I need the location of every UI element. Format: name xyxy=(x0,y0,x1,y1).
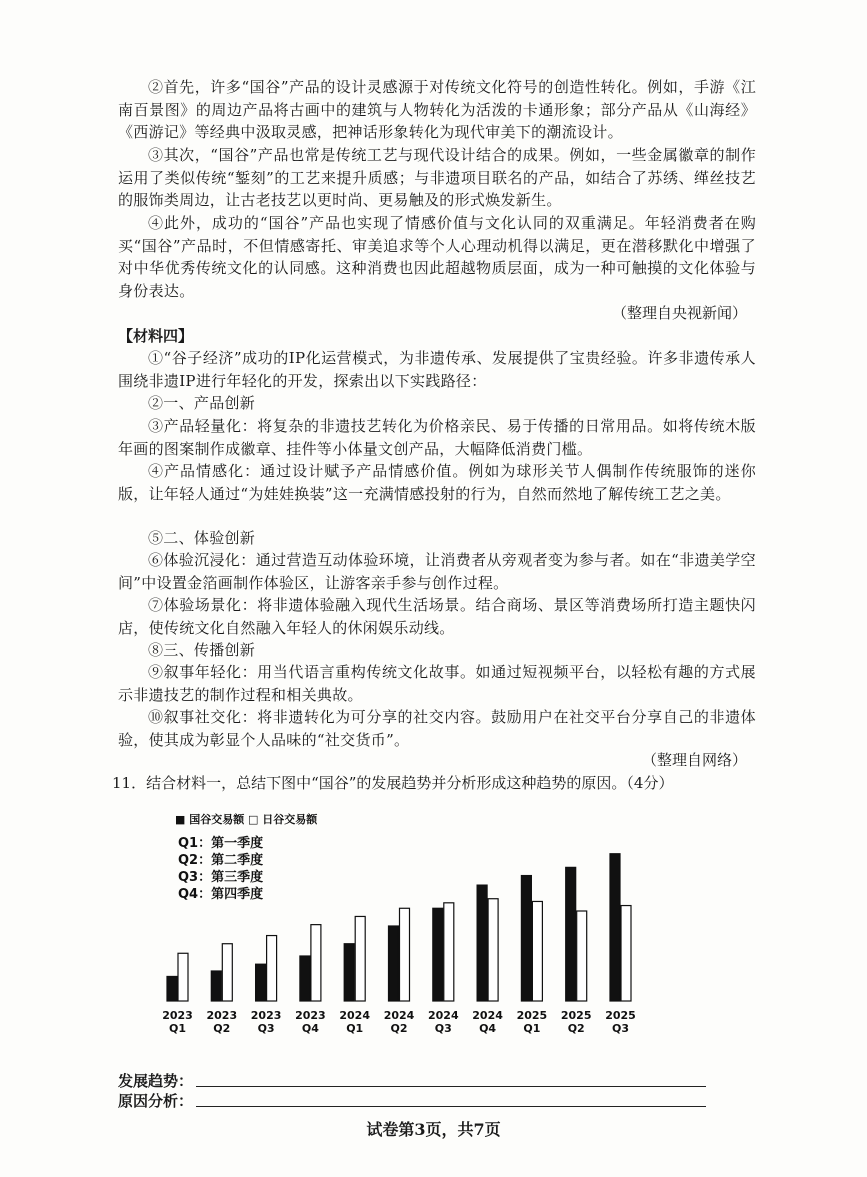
legend-note: Q1：第一季度 xyxy=(178,836,264,851)
m4-paragraph-6: ⑥体验沉浸化：通过营造互动体验环境，让消费者从旁观者变为参与者。如在“非遗美学空间”中设置金箔画制作体验区，让游客亲手参与创作过程。 xyxy=(118,551,756,592)
x-tick-year: 2024 xyxy=(383,1009,415,1022)
bar-rigu xyxy=(178,953,188,1001)
bar-rigu xyxy=(532,901,542,1001)
legend-note: Q4：第四季度 xyxy=(178,887,264,902)
x-tick-year: 2025 xyxy=(605,1009,636,1022)
bar-guogu xyxy=(344,944,354,1001)
bar-rigu xyxy=(577,911,587,1001)
x-tick-year: 2025 xyxy=(560,1009,592,1022)
reason-answer-line[interactable] xyxy=(196,1106,706,1107)
bar-guogu xyxy=(256,964,266,1001)
bar-guogu xyxy=(389,926,399,1001)
x-tick-quarter: Q2 xyxy=(390,1022,408,1035)
x-tick-quarter: Q2 xyxy=(567,1022,585,1035)
m4-paragraph-5: ⑤二、体验创新 xyxy=(148,529,256,547)
paragraph-3: ③其次，“国谷”产品也常是传统工艺与现代设计结合的成果。例如，一些金属徽章的制作运用了类似传统“錾刻”的工艺来提升质感；与非遗项目联名的产品，如结合了苏绣、缂丝技艺的服饰类周边，让古老技艺以更时尚、更易触及的形式焕发新生。 xyxy=(118,146,756,209)
m4-paragraph-2: ②一、产品创新 xyxy=(148,394,256,412)
trend-label: 发展趋势： xyxy=(118,1072,194,1090)
m4-paragraph-10: ⑩叙事社交化：将非遗转化为可分享的社交内容。鼓励用户在社交平台分享自己的非遗体验，使其成为彰显个人品味的“社交货币”。 xyxy=(118,708,756,749)
paragraph-2: ②首先，许多“国谷”产品的设计灵感源于对传统文化符号的创造性转化。例如，手游《江南百景图》的周边产品将古画中的建筑与人物转化为活泼的卡通形象；部分产品从《山海经》《西游记》等经典中汲取灵感，把神话形象转化为现代审美下的潮流设计。 xyxy=(118,78,756,141)
bar-guogu xyxy=(521,876,531,1001)
m4-paragraph-1: ①“谷子经济”成功的IP化运营模式，为非遗传承、发展提供了宝贵经验。许多非遗传承人围绕非遗IP进行年轻化的开发，探索出以下实践路径： xyxy=(118,349,756,390)
x-tick-quarter: Q1 xyxy=(346,1022,364,1035)
reason-label: 原因分析： xyxy=(118,1092,194,1110)
bar-rigu xyxy=(400,908,410,1001)
bar-rigu xyxy=(267,936,277,1001)
x-tick-quarter: Q4 xyxy=(301,1022,319,1035)
bar-guogu xyxy=(477,885,487,1001)
bar-guogu xyxy=(167,976,177,1001)
x-tick-quarter: Q4 xyxy=(479,1022,497,1035)
chart-x-ticks xyxy=(162,1009,636,1035)
m4-paragraph-4: ④产品情感化：通过设计赋予产品情感价值。例如为球形关节人偶制作传统服饰的迷你版，让年轻人通过“为娃娃换装”这一充满情感投射的行为，自然而然地了解传统工艺之美。 xyxy=(118,462,756,503)
x-tick-year: 2024 xyxy=(472,1009,503,1022)
bar-rigu xyxy=(621,906,631,1001)
x-tick-quarter: Q3 xyxy=(257,1022,275,1035)
bar-rigu xyxy=(444,903,454,1001)
material-4-heading: 【材料四】 xyxy=(118,327,194,345)
x-tick-quarter: Q1 xyxy=(168,1022,187,1035)
bar-rigu xyxy=(222,944,232,1001)
x-tick-year: 2023 xyxy=(206,1009,238,1022)
x-tick-year: 2023 xyxy=(295,1009,326,1022)
m4-paragraph-3: ③产品轻量化：将复杂的非遗技艺转化为价格亲民、易于传播的日常用品。如将传统木版年画的图案制作成徽章、挂件等小体量文创产品，大幅降低消费门槛。 xyxy=(118,417,756,458)
x-tick-quarter: Q3 xyxy=(611,1022,630,1035)
page-footer: 试卷第3页，共7页 xyxy=(366,1120,501,1139)
x-tick-quarter: Q2 xyxy=(213,1022,231,1035)
bar-guogu xyxy=(433,908,443,1001)
bar-rigu xyxy=(488,899,498,1001)
trade-volume-chart xyxy=(140,805,660,1045)
bar-guogu xyxy=(566,867,576,1001)
paragraph-4: ④此外，成功的“国谷”产品也实现了情感价值与文化认同的双重满足。年轻消费者在购买“国谷”产品时，不但情感寄托、审美追求等个人心理动机得以满足，更在潜移默化中增强了对中华优秀传统文化的认同感。这种消费也因此超越物质层面，成为一种可触摸的文化体验与身份表达。 xyxy=(118,214,756,300)
trend-answer-row xyxy=(118,1070,193,1091)
m4-paragraph-8: ⑧三、传播创新 xyxy=(148,641,256,659)
legend-text: ■ 国谷交易额 □ 日谷交易额 xyxy=(175,813,318,826)
bar-rigu xyxy=(311,925,321,1001)
reason-answer-row xyxy=(118,1090,193,1111)
x-tick-quarter: Q3 xyxy=(434,1022,452,1035)
legend-note: Q2：第二季度 xyxy=(178,853,264,868)
bar-rigu xyxy=(355,916,365,1001)
x-tick-year: 2023 xyxy=(162,1009,193,1022)
bar-guogu xyxy=(211,971,221,1001)
m4-paragraph-9: ⑨叙事年轻化：用当代语言重构传统文化故事。如通过短视频平台，以轻松有趣的方式展示非遗技艺的制作过程和相关典故。 xyxy=(118,663,756,704)
bar-guogu xyxy=(610,854,620,1001)
question-11: 11．结合材料一，总结下图中“国谷”的发展趋势并分析形成这种趋势的原因。（4分） xyxy=(112,774,674,792)
source-note-2: （整理自网络） xyxy=(641,751,747,769)
x-tick-year: 2025 xyxy=(516,1009,548,1022)
m4-paragraph-7: ⑦体验场景化：将非遗体验融入现代生活场景。结合商场、景区等消费场所打造主题快闪店，使传统文化自然融入年轻人的休闲娱乐动线。 xyxy=(118,596,756,637)
trend-answer-line[interactable] xyxy=(196,1086,706,1087)
x-tick-year: 2023 xyxy=(250,1009,282,1022)
legend-note: Q3：第三季度 xyxy=(178,870,264,885)
x-tick-year: 2024 xyxy=(339,1009,371,1022)
bar-guogu xyxy=(300,956,310,1001)
x-tick-quarter: Q1 xyxy=(523,1022,541,1035)
source-note-1: （整理自央视新闻） xyxy=(611,304,747,322)
chart-legend xyxy=(175,812,318,902)
x-tick-year: 2024 xyxy=(427,1009,459,1022)
